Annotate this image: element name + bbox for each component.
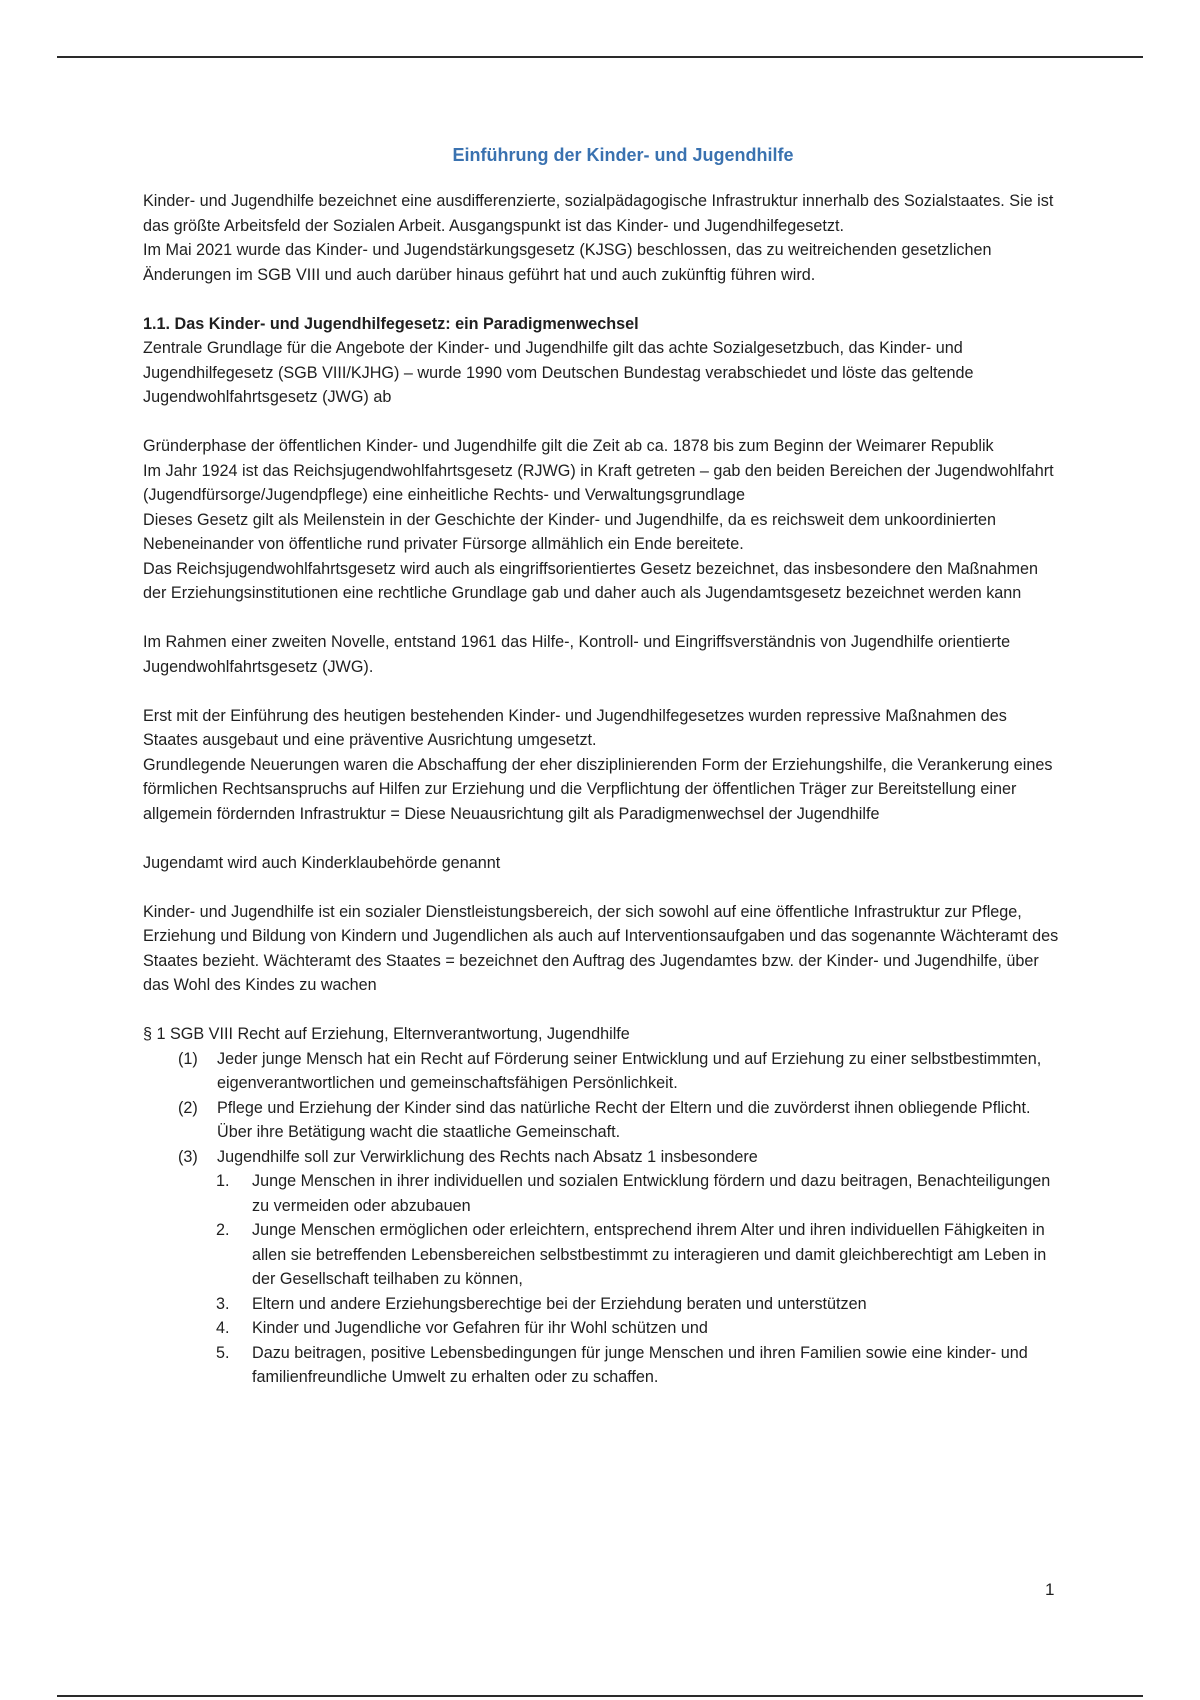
reform-paragraph-1: Erst mit der Einführung des heutigen bestehenden Kinder- und Jugendhilfegesetzes wurden repressive Maßnahmen des Staates ausgebaut und eine präventive Ausrichtung umgesetzt. bbox=[143, 706, 1007, 749]
header-rule bbox=[57, 56, 1143, 58]
list-marker: (1) bbox=[178, 1049, 198, 1068]
section-heading: 1.1. Das Kinder- und Jugendhilfegesetz: ein Paradigmenwechsel bbox=[143, 314, 639, 333]
spacer bbox=[143, 287, 1063, 312]
history-paragraph-4: Das Reichsjugendwohlfahrtsgesetz wird auch als eingriffsorientiertes Gesetz bezeichnet, das insbesondere den Maßnahmen der Erziehungsinstitutionen eine rechtliche Grundlage gab und daher auch als Jugendamtsgesetz bezeichnet werden kann bbox=[143, 559, 1039, 602]
reform-paragraph-2: Grundlegende Neuerungen waren die Abschaffung der eher disziplinierenden Form der Erziehungshilfe, die Verankerung eines förmlichen Rechtsanspruchs auf Hilfen zur Erziehung und die Verpflichtung der öffentlichen Träger zur Bereitstellung einer allgemein fördernden Infrastruktur = Diese Neuausrichtung gilt als Paradigmenwechsel der Jugendhilfe bbox=[143, 755, 1053, 823]
footer-rule bbox=[57, 1695, 1143, 1697]
section-intro: Zentrale Grundlage für die Angebote der Kinder- und Jugendhilfe gilt das achte Sozialgesetzbuch, das Kinder- und Jugendhilfegesetz (SGB VIII/KJHG) – wurde 1990 vom Deutschen Bundestag verabschiedet und löste das geltende Jugendwohlfahrtsgesetz (JWG) ab bbox=[143, 339, 974, 406]
paragraph-list bbox=[143, 1047, 1063, 1170]
list-item bbox=[143, 1145, 1063, 1170]
sublist-item-text: Junge Menschen ermöglichen oder erleichtern, entsprechend ihrem Alter und ihren individuellen Fähigkeiten in allen sie betreffenden Lebensbereichen selbstbestimmt zu interagieren und damit gleichberechtigt am Leben in der Gesellschaft teilhaben zu können, bbox=[252, 1221, 1047, 1288]
history-paragraph-3: Dieses Gesetz gilt als Meilenstein in der Geschichte der Kinder- und Jugendhilfe, da es reichsweit dem unkoordinierten Nebeneinander von öffentliche rund privater Fürsorge allmählich ein Ende bereitete. bbox=[143, 510, 996, 553]
sublist-item bbox=[143, 1169, 1063, 1218]
list-item-text: Jeder junge Mensch hat ein Recht auf Förderung seiner Entwicklung und auf Erziehung zu einer selbstbestimmten, eigenverantwortlichen und gemeinschaftsfähigen Persönlichkeit. bbox=[217, 1049, 1042, 1092]
intro-paragraph-2: Im Mai 2021 wurde das Kinder- und Jugendstärkungsgesetz (KJSG) beschlossen, das zu weitreichenden gesetzlichen Änderungen im SGB VIII und auch darüber hinaus geführt hat und auch zukünftig führen wird. bbox=[143, 241, 992, 284]
sublist-item bbox=[143, 1292, 1063, 1317]
list-item bbox=[143, 1096, 1063, 1145]
spacer bbox=[143, 606, 1063, 631]
spacer bbox=[143, 410, 1063, 435]
sublist-item-text: Dazu beitragen, positive Lebensbedingungen für junge Menschen und ihren Familien sowie eine kinder- und familienfreundliche Umwelt zu erhalten oder zu schaffen. bbox=[252, 1343, 1028, 1386]
sublist-marker: 3. bbox=[216, 1294, 230, 1313]
numbered-sublist bbox=[143, 1169, 1063, 1390]
paragraph-heading: § 1 SGB VIII Recht auf Erziehung, Elternverantwortung, Jugendhilfe bbox=[143, 1025, 630, 1043]
history-paragraph-1: Gründerphase der öffentlichen Kinder- und Jugendhilfe gilt die Zeit ab ca. 1878 bis zum Beginn der Weimarer Republik bbox=[143, 437, 994, 455]
sublist-marker: 1. bbox=[216, 1172, 230, 1190]
novelle-paragraph: Im Rahmen einer zweiten Novelle, entstand 1961 das Hilfe-, Kontroll- und Eingriffsverständnis von Jugendhilfe orientierte Jugendwohlfahrtsgesetz (JWG). bbox=[143, 633, 1011, 676]
list-item-text: Jugendhilfe soll zur Verwirklichung des Rechts nach Absatz 1 insbesondere bbox=[217, 1147, 758, 1166]
document-title: Einführung der Kinder- und Jugendhilfe bbox=[452, 145, 794, 165]
list-marker: (2) bbox=[178, 1098, 198, 1117]
list-marker: (3) bbox=[178, 1147, 198, 1166]
list-item-text: Pflege und Erziehung der Kinder sind das natürliche Recht der Eltern und die zuvörderst ihnen obliegende Pflicht. Über ihre Betätigung wacht die staatliche Gemeinschaft. bbox=[217, 1098, 1031, 1141]
sublist-item-text: Kinder und Jugendliche vor Gefahren für ihr Wohl schützen und bbox=[252, 1319, 708, 1337]
sublist-marker: 2. bbox=[216, 1221, 230, 1239]
history-paragraph-2: Im Jahr 1924 ist das Reichsjugendwohlfahrtsgesetz (RJWG) in Kraft getreten – gab den beiden Bereichen der Jugendwohlfahrt (Jugendfürsorge/Jugendpflege) eine einheitliche Rechts- und Verwaltungsgrundlage bbox=[143, 461, 1054, 504]
jugendamt-paragraph: Jugendamt wird auch Kinderklaubehörde genannt bbox=[143, 853, 501, 872]
sublist-item bbox=[143, 1341, 1063, 1390]
dienstleistung-paragraph: Kinder- und Jugendhilfe ist ein sozialer Dienstleistungsbereich, der sich sowohl auf eine öffentliche Infrastruktur zur Pflege, Erziehung und Bildung von Kindern und Jugendlichen als auch auf Interventionsaufgaben und das sogenannte Wächteramt des Staates bezieht. Wächteramt des Staates = bezeichnet den Auftrag des Jugendamtes bzw. der Kinder- und Jugendhilfe, über das Wohl des Kindes zu wachen bbox=[143, 902, 1059, 994]
intro-paragraph-1: Kinder- und Jugendhilfe bezeichnet eine ausdifferenzierte, sozialpädagogische Infrastruktur innerhalb des Sozialstaates. Sie ist das größte Arbeitsfeld der Sozialen Arbeit. Ausgangspunkt ist das Kinder- und Jugendhilfegesetzt. bbox=[143, 192, 1054, 235]
document-body bbox=[143, 143, 1063, 1390]
page-number: 1 bbox=[1045, 1580, 1055, 1599]
sublist-item bbox=[143, 1218, 1063, 1292]
sublist-item-text: Junge Menschen in ihrer individuellen und sozialen Entwicklung fördern und dazu beitragen, Benachteiligungen zu vermeiden oder abzubauen bbox=[252, 1172, 1051, 1215]
list-item bbox=[143, 1047, 1063, 1096]
sublist-item bbox=[143, 1316, 1063, 1341]
spacer bbox=[143, 679, 1063, 704]
sublist-marker: 5. bbox=[216, 1343, 230, 1362]
spacer bbox=[143, 875, 1063, 900]
sublist-item-text: Eltern und andere Erziehungsberechtige bei der Erziehdung beraten und unterstützen bbox=[252, 1294, 867, 1313]
spacer bbox=[143, 826, 1063, 851]
sublist-marker: 4. bbox=[216, 1319, 230, 1337]
spacer bbox=[143, 998, 1063, 1023]
